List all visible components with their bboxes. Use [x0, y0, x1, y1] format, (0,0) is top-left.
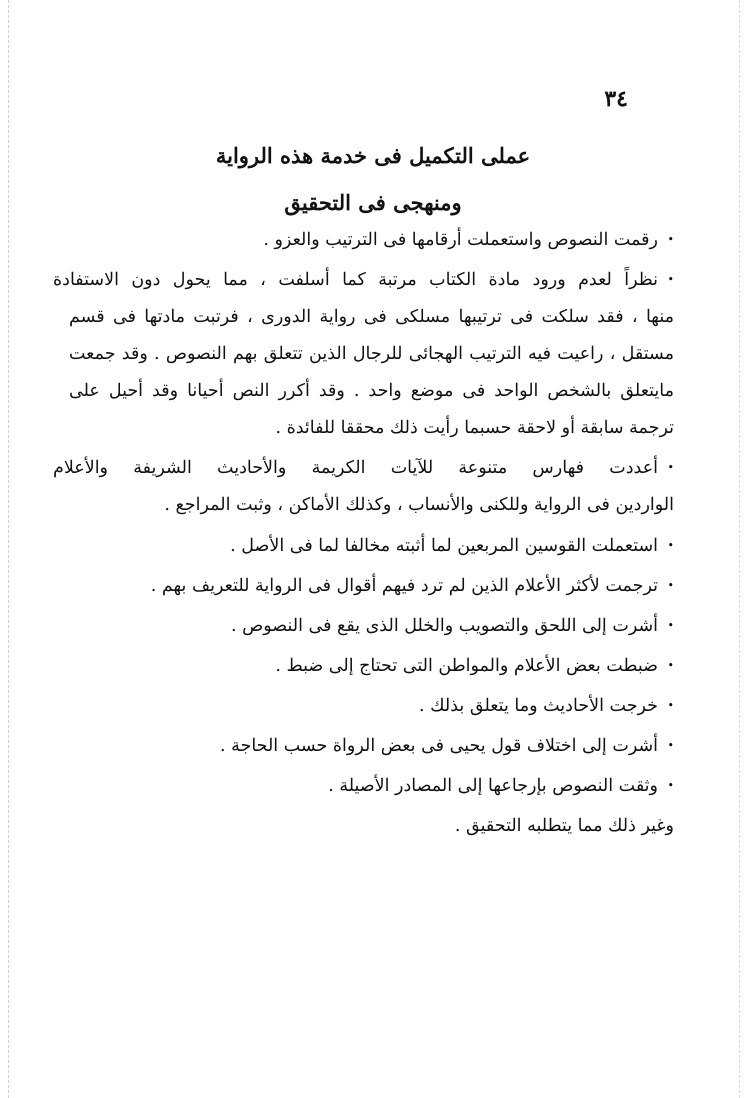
- closing-line: وغير ذلك مما يتطلبه التحقيق .: [454, 816, 674, 836]
- paragraph-line: ترجمة سابقة أو لاحقة حسبما رأيت ذلك محققا للفائدة .: [275, 418, 674, 438]
- paragraph-line: الواردين فى الرواية وللكنى والأنساب ، وكذلك الأماكن ، وثبت المراجع .: [164, 495, 674, 515]
- bullet-line: • أعددت فهارس متنوعة للآيات الكريمة والأحاديث الشريفة والأعلام: [53, 458, 674, 478]
- paragraph-line: مايتعلق بالشخص الواحد فى موضع واحد . وقد أكرر النص أحيانا وقد أحيل على: [69, 381, 674, 401]
- section-subtitle: ومنهجى فى التحقيق: [284, 190, 462, 215]
- bullet-line: • رقمت النصوص واستعملت أرقامها فى الترتيب والعزو .: [263, 230, 674, 250]
- bullet-line: • أشرت إلى اختلاف قول يحيى فى بعض الرواة حسب الحاجة .: [220, 736, 674, 756]
- paragraph-line: مستقل ، راعيت فيه الترتيب الهجائى للرجال الذين تتعلق بهم النصوص . وقد جمعت: [69, 344, 674, 364]
- bullet-line: • وثقت النصوص بإرجاعها إلى المصادر الأصيلة .: [328, 776, 674, 796]
- paragraph-line: منها ، فقد سلكت فى ترتيبها مسلكى فى رواية الدورى ، فرتبت مادتها فى قسم: [69, 307, 674, 327]
- bullet-line: • ضبطت بعض الأعلام والمواطن التى تحتاج إلى ضبط .: [275, 656, 674, 676]
- bullet-line: • أشرت إلى اللحق والتصويب والخلل الذى يقع فى النصوص .: [231, 616, 674, 636]
- bullet-line: • استعملت القوسين المربعين لما أثبته مخالفا لما فى الأصل .: [230, 536, 674, 556]
- page-number: ٣٤: [604, 86, 628, 112]
- bullet-line: • نظراً لعدم ورود مادة الكتاب مرتبة كما أسلفت ، مما يحول دون الاستفادة: [53, 270, 674, 290]
- bullet-line: • خرجت الأحاديث وما يتعلق بذلك .: [419, 696, 674, 716]
- bullet-line: • ترجمت لأكثر الأعلام الذين لم ترد فيهم أقوال فى الرواية للتعريف بهم .: [151, 576, 674, 596]
- section-title: عملى التكميل فى خدمة هذه الرواية: [215, 143, 531, 168]
